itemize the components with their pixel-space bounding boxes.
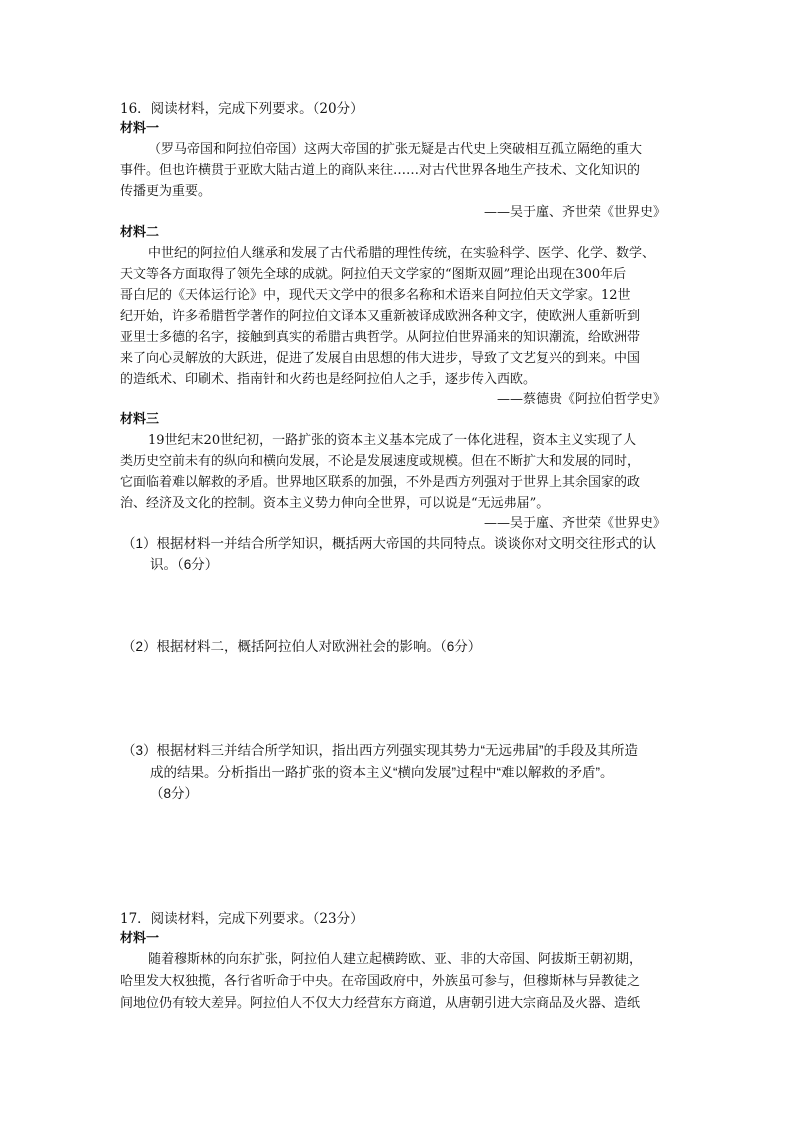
q16-material-2-line: 的造纸术、印刷术、指南针和火药也是经阿拉伯人之手，逐步传入西欧。 [120, 372, 537, 387]
q16-material-1-source: ——吴于廑、齐世荣《世界史》 [483, 205, 666, 220]
q16-sub-question-1: （1）根据材料一并结合所学知识，概括两大帝国的共同特点。谈谈你对文明交往形式的认 [122, 536, 657, 551]
q16-sub-question-3-points: （8分） [150, 786, 199, 801]
q16-material-3-label: 材料三 [120, 412, 160, 427]
question-16-title: 16．阅读材料，完成下列要求。（20分） [120, 101, 364, 117]
q16-material-3-line: 类历史空前未有的纵向和横向发展，不论是发展速度或规模。但在不断扩大和发展的同时， [120, 454, 641, 469]
q16-material-3-source: ——吴于廑、齐世荣《世界史》 [483, 516, 666, 531]
q16-material-2-line: 中世纪的阿拉伯人继承和发展了古代希腊的理性传统，在实验科学、医学、化学、数学、 [148, 246, 656, 261]
q16-material-1-line: 事件。但也许横贯于亚欧大陆古道上的商队来往……对古代世界各地生产技术、文化知识的 [120, 163, 641, 178]
question-17-title: 17．阅读材料，完成下列要求。（23分） [120, 911, 364, 927]
q16-material-1-line: （罗马帝国和阿拉伯帝国）这两大帝国的扩张无疑是古代史上突破相互孤立隔绝的重大 [148, 142, 643, 157]
q17-material-1-line: 间地位仍有较大差异。阿拉伯人不仅大力经营东方商道，从唐朝引进大宗商品及火器、造纸 [120, 996, 641, 1011]
q16-material-2-line: 来了向心灵解放的大跃进，促进了发展自由思想的伟大进步，导致了文艺复兴的到来。中国 [120, 351, 641, 366]
q16-sub-question-2: （2）根据材料二，概括阿拉伯人对欧洲社会的影响。（6分） [122, 639, 482, 654]
q16-sub-question-3-cont: 成的结果。分析指出一路扩张的资本主义“横向发展”过程中“难以解救的矛盾”。 [150, 765, 614, 780]
q16-sub-question-3: （3）根据材料三并结合所学知识，指出西方列强实现其势力“无远弗届”的手段及其所造 [122, 743, 638, 758]
q16-material-2-label: 材料二 [120, 225, 160, 240]
q16-material-2-line: 纪开始，许多希腊哲学著作的阿拉伯文译本又重新被译成欧洲各种文字，使欧洲人重新听到 [120, 309, 641, 324]
q16-material-3-line: 治、经济及文化的控制。资本主义势力伸向全世界，可以说是“无远弗届”。 [120, 496, 550, 511]
q16-sub-question-1-cont: 识。（6分） [150, 557, 219, 572]
q16-material-1-label: 材料一 [120, 121, 160, 136]
q17-material-1-line: 随着穆斯林的向东扩张，阿拉伯人建立起横跨欧、亚、非的大帝国、阿拔斯王朝初期， [148, 952, 643, 967]
q16-material-3-line: 它面临着难以解救的矛盾。世界地区联系的加强，不外是西方列强对于世界上其余国家的政 [120, 475, 641, 490]
q16-material-2-source: ——蔡德贵《阿拉伯哲学史》 [496, 392, 666, 407]
q16-material-1-line: 传播更为重要。 [120, 184, 212, 199]
q16-material-3-line: 19世纪末20世纪初，一路扩张的资本主义基本完成了一体化进程，资本主义实现了人 [148, 433, 637, 448]
q16-material-2-line: 天文等各方面取得了领先全球的成就。阿拉伯天文学家的“图斯双圆”理论出现在300年后 [120, 267, 627, 282]
q16-material-2-line: 亚里士多德的名字，接触到真实的希腊古典哲学。从阿拉伯世界涌来的知识潮流，给欧洲带 [120, 330, 641, 345]
q17-material-1-label: 材料一 [120, 931, 160, 946]
q17-material-1-line: 哈里发大权独揽，各行省听命于中央。在帝国政府中，外族虽可参与，但穆斯林与异教徒之 [120, 974, 641, 989]
q16-material-2-line: 哥白尼的《天体运行论》中，现代天文学中的很多名称和术语来自阿拉伯天文学家。12世 [120, 288, 631, 303]
